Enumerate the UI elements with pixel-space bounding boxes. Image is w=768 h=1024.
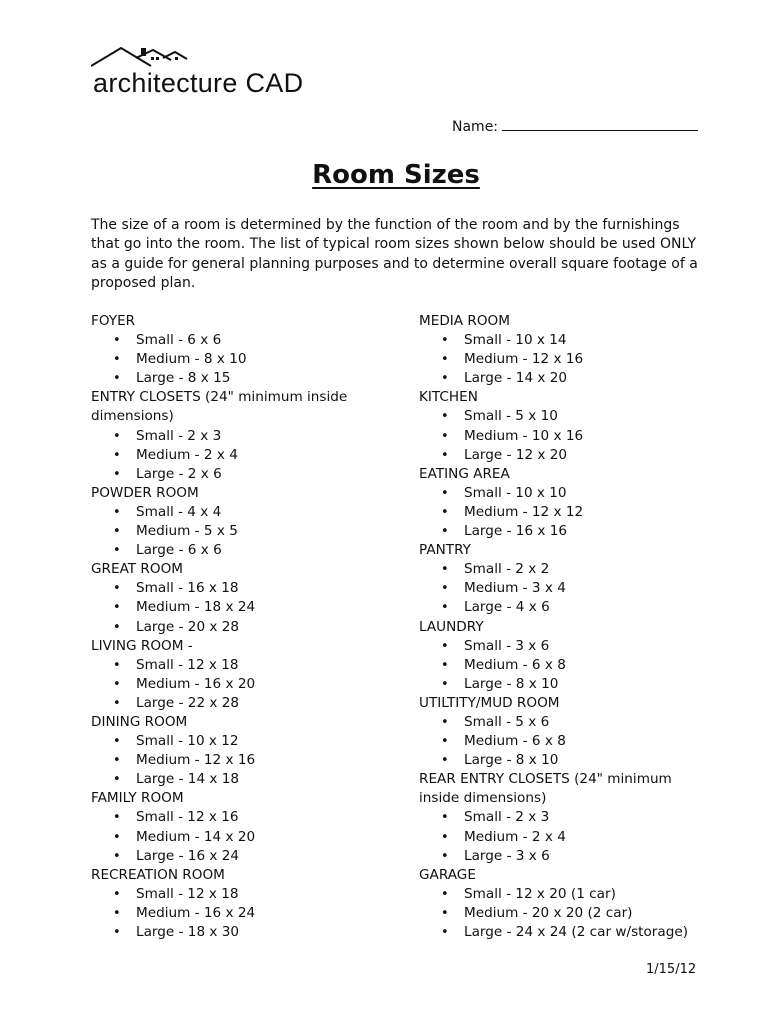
left-column <box>91 312 391 942</box>
list-item: • Large - 4 x 6 <box>419 598 719 617</box>
category-heading: GREAT ROOM <box>91 561 184 578</box>
list-item: • Large - 14 x 18 <box>91 770 391 789</box>
list-item: • Small - 10 x 10 <box>419 484 719 503</box>
room-size-list <box>419 808 719 865</box>
room-size-list <box>91 331 391 388</box>
footer-date: 1/15/12 <box>646 962 697 977</box>
list-item: • Medium - 12 x 16 <box>91 751 391 770</box>
list-item: • Small - 16 x 18 <box>91 579 391 598</box>
list-item: • Large - 16 x 24 <box>91 847 391 866</box>
room-size-list <box>91 427 391 484</box>
list-item: • Medium - 2 x 4 <box>419 828 719 847</box>
category-heading: POWDER ROOM <box>91 484 199 501</box>
logo <box>91 44 336 104</box>
room-size-list <box>91 579 391 636</box>
list-item: • Medium - 8 x 10 <box>91 350 391 369</box>
room-size-list <box>419 713 719 770</box>
category-heading: DINING ROOM <box>91 713 188 730</box>
page-title: Room Sizes <box>312 160 480 190</box>
room-size-list <box>419 560 719 617</box>
list-item: • Large - 18 x 30 <box>91 923 391 942</box>
category-heading: FOYER <box>91 313 136 329</box>
list-item: • Medium - 5 x 5 <box>91 522 391 541</box>
room-size-list <box>91 885 391 942</box>
name-label: Name: <box>452 119 499 135</box>
list-item: • Small - 12 x 18 <box>91 885 391 904</box>
list-item: • Small - 2 x 3 <box>91 427 391 446</box>
category-heading: REAR ENTRY CLOSETS (24" minimum inside dimensions) <box>419 771 672 807</box>
category-heading: FAMILY ROOM <box>91 790 184 807</box>
list-item: • Medium - 20 x 20 (2 car) <box>419 904 719 923</box>
intro-paragraph: The size of a room is determined by the function of the room and by the furnishings that go into the room. The list of typical room sizes shown below should be used ONLY as a guide for general planning purposes and to determine overall square footage of a proposed plan. <box>91 217 698 291</box>
list-item: • Large - 12 x 20 <box>419 446 719 465</box>
list-item: • Large - 20 x 28 <box>91 618 391 637</box>
list-item: • Large - 6 x 6 <box>91 541 391 560</box>
list-item: • Medium - 12 x 16 <box>419 350 719 369</box>
category-heading: ENTRY CLOSETS (24" minimum inside dimensions) <box>91 389 348 425</box>
room-size-list <box>419 331 719 388</box>
name-field <box>452 118 698 135</box>
list-item: • Medium - 14 x 20 <box>91 828 391 847</box>
name-blank-line <box>502 118 698 131</box>
room-size-list <box>419 484 719 541</box>
list-item: • Large - 8 x 10 <box>419 751 719 770</box>
list-item: • Small - 6 x 6 <box>91 331 391 350</box>
list-item: • Medium - 3 x 4 <box>419 579 719 598</box>
category-heading: MEDIA ROOM <box>419 313 510 329</box>
logo-text: architecture CAD <box>93 68 304 98</box>
list-item: • Large - 22 x 28 <box>91 694 391 713</box>
category-heading: RECREATION ROOM <box>91 866 225 883</box>
list-item: • Large - 14 x 20 <box>419 369 719 388</box>
list-item: • Small - 10 x 12 <box>91 732 391 751</box>
list-item: • Medium - 16 x 24 <box>91 904 391 923</box>
list-item: • Medium - 10 x 16 <box>419 427 719 446</box>
list-item: • Medium - 6 x 8 <box>419 732 719 751</box>
list-item: • Medium - 16 x 20 <box>91 675 391 694</box>
list-item: • Small - 5 x 6 <box>419 713 719 732</box>
room-size-list <box>91 656 391 713</box>
category-heading: PANTRY <box>419 542 471 559</box>
list-item: • Large - 2 x 6 <box>91 465 391 484</box>
list-item: • Large - 3 x 6 <box>419 847 719 866</box>
right-column <box>419 312 719 942</box>
list-item: • Medium - 2 x 4 <box>91 446 391 465</box>
category-heading: GARAGE <box>419 866 476 883</box>
list-item: • Small - 12 x 16 <box>91 808 391 827</box>
room-size-list <box>419 407 719 464</box>
list-item: • Small - 5 x 10 <box>419 407 719 426</box>
list-item: • Small - 2 x 3 <box>419 808 719 827</box>
list-item: • Small - 3 x 6 <box>419 637 719 656</box>
list-item: • Medium - 6 x 8 <box>419 656 719 675</box>
category-heading: LAUNDRY <box>419 618 484 635</box>
room-size-list <box>91 732 391 789</box>
list-item: • Small - 12 x 20 (1 car) <box>419 885 719 904</box>
room-size-list <box>91 503 391 560</box>
list-item: • Small - 2 x 2 <box>419 560 719 579</box>
category-heading: UTILTITY/MUD ROOM <box>419 694 560 711</box>
list-item: • Large - 24 x 24 (2 car w/storage) <box>419 923 719 942</box>
list-item: • Small - 4 x 4 <box>91 503 391 522</box>
list-item: • Large - 8 x 15 <box>91 369 391 388</box>
list-item: • Medium - 12 x 12 <box>419 503 719 522</box>
room-size-list <box>419 637 719 694</box>
list-item: • Medium - 18 x 24 <box>91 598 391 617</box>
room-size-list <box>91 808 391 865</box>
category-heading: LIVING ROOM - <box>91 637 193 654</box>
list-item: • Large - 8 x 10 <box>419 675 719 694</box>
category-heading: EATING AREA <box>419 465 510 482</box>
list-item: • Small - 12 x 18 <box>91 656 391 675</box>
list-item: • Large - 16 x 16 <box>419 522 719 541</box>
list-item: • Small - 10 x 14 <box>419 331 719 350</box>
category-heading: KITCHEN <box>419 389 478 406</box>
room-size-list <box>419 885 719 942</box>
